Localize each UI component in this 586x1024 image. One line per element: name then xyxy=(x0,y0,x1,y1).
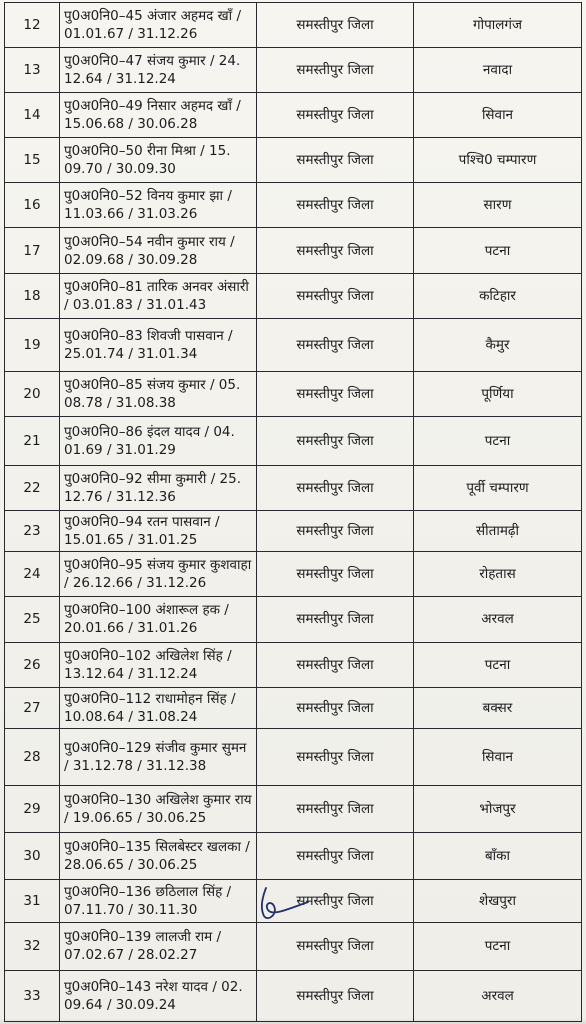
current-posting-text: समस्तीपुर जिला xyxy=(296,748,374,765)
current-posting xyxy=(257,318,414,371)
officer-name-dob-retirement xyxy=(60,273,257,318)
table-row xyxy=(5,552,582,597)
current-posting-text: समस्तीपुर जिला xyxy=(296,433,374,450)
officer-name-dob-retirement-text: पु0अ0नि0–49 निसार अहमद खाँ / 15.06.68 / 30.06.28 xyxy=(64,98,241,133)
table-row xyxy=(5,833,582,880)
table-row xyxy=(5,597,582,642)
serial-number-text: 31 xyxy=(23,893,41,910)
current-posting-text: समस्तीपुर जिला xyxy=(296,107,374,124)
serial-number xyxy=(5,880,60,923)
new-posting-district xyxy=(414,273,582,318)
table-row xyxy=(5,273,582,318)
officer-name-dob-retirement xyxy=(60,466,257,511)
serial-number xyxy=(5,138,60,183)
officer-name-dob-retirement-text: पु0अ0नि0–81 तारिक अनवर अंसारी / 03.01.83 / 31.01.43 xyxy=(64,278,249,313)
serial-number xyxy=(5,728,60,785)
serial-number-text: 22 xyxy=(23,480,41,497)
new-posting-district-text: पटना xyxy=(484,242,511,259)
new-posting-district xyxy=(414,833,582,880)
current-posting-text: समस्तीपुर जिला xyxy=(296,62,374,79)
serial-number-text: 20 xyxy=(23,386,41,402)
officer-name-dob-retirement xyxy=(60,183,257,228)
officer-name-dob-retirement-text: पु0अ0नि0–139 लालजी राम / 07.02.67 / 28.02.27 xyxy=(64,929,222,964)
current-posting xyxy=(257,371,414,416)
officer-name-dob-retirement-text: पु0अ0नि0–129 संजीव कुमार सुमन / 31.12.78 / 31.12.38 xyxy=(64,739,247,774)
serial-number xyxy=(5,273,60,318)
officer-name-dob-retirement-text: पु0अ0नि0–45 अंजार अहमद खाँ / 01.01.67 / 31.12.26 xyxy=(64,8,241,43)
officer-name-dob-retirement xyxy=(60,371,257,416)
new-posting-district xyxy=(414,597,582,642)
officer-name-dob-retirement-text: पु0अ0नि0–130 अखिलेश कुमार राय / 19.06.65 / 30.06.25 xyxy=(64,792,252,827)
new-posting-district-text: सारण xyxy=(483,197,512,214)
officer-name-dob-retirement xyxy=(60,138,257,183)
new-posting-district xyxy=(414,417,582,466)
new-posting-district xyxy=(414,642,582,687)
officer-name-dob-retirement-text: पु0अ0नि0–50 रीना मिश्रा / 15. 09.70 / 30.09.30 xyxy=(64,143,231,178)
new-posting-district-text: पश्चि0 चम्पारण xyxy=(458,152,537,169)
current-posting-text: समस्तीपुर जिला xyxy=(296,197,374,214)
new-posting-district-text: गोपालगंज xyxy=(472,17,523,34)
current-posting xyxy=(257,923,414,970)
new-posting-district xyxy=(414,93,582,138)
current-posting-text: समस्तीपुर जिला xyxy=(296,848,374,865)
new-posting-district-text: अरवल xyxy=(481,611,514,628)
current-posting-text: समस्तीपुर जिला xyxy=(296,699,374,716)
table-row xyxy=(5,466,582,511)
table-row xyxy=(5,3,582,48)
table-row xyxy=(5,93,582,138)
new-posting-district xyxy=(414,466,582,511)
new-posting-district-text: सिवान xyxy=(481,107,514,124)
serial-number-text: 12 xyxy=(23,17,41,34)
current-posting xyxy=(257,880,414,923)
current-posting xyxy=(257,48,414,93)
serial-number-text: 15 xyxy=(23,152,41,169)
current-posting-text: समस्तीपुर जिला xyxy=(296,242,374,259)
serial-number-text: 30 xyxy=(23,848,41,865)
new-posting-district-text: कैमुर xyxy=(485,336,510,353)
serial-number-text: 26 xyxy=(23,656,41,673)
officer-name-dob-retirement xyxy=(60,687,257,728)
new-posting-district xyxy=(414,923,582,970)
current-posting xyxy=(257,597,414,642)
officer-name-dob-retirement-text: पु0अ0नि0–95 संजय कुमार कुशवाहा / 26.12.66 / 31.12.26 xyxy=(64,557,252,592)
serial-number xyxy=(5,833,60,880)
officer-name-dob-retirement xyxy=(60,93,257,138)
current-posting-text: समस्तीपुर जिला xyxy=(296,523,374,540)
new-posting-district xyxy=(414,880,582,923)
new-posting-district-text: नवादा xyxy=(482,62,513,79)
officer-name-dob-retirement xyxy=(60,880,257,923)
officer-name-dob-retirement xyxy=(60,597,257,642)
current-posting xyxy=(257,786,414,833)
new-posting-district xyxy=(414,183,582,228)
table-row xyxy=(5,138,582,183)
new-posting-district xyxy=(414,3,582,48)
current-posting xyxy=(257,93,414,138)
officer-name-dob-retirement-text: पु0अ0नि0–94 रतन पासवान / 15.01.65 / 31.01.25 xyxy=(64,514,220,549)
current-posting xyxy=(257,642,414,687)
serial-number xyxy=(5,642,60,687)
new-posting-district xyxy=(414,318,582,371)
table-row xyxy=(5,728,582,785)
serial-number-text: 21 xyxy=(23,433,41,450)
officer-name-dob-retirement-text: पु0अ0नि0–112 राधामोहन सिंह / 10.08.64 / 31.08.24 xyxy=(64,690,236,725)
officer-name-dob-retirement xyxy=(60,642,257,687)
current-posting-text: समस्तीपुर जिला xyxy=(296,152,374,169)
officer-name-dob-retirement-text: पु0अ0नि0–92 सीमा कुमारी / 25. 12.76 / 31.12.36 xyxy=(64,471,241,506)
new-posting-district-text: रोहतास xyxy=(479,566,516,583)
current-posting xyxy=(257,511,414,552)
officer-name-dob-retirement xyxy=(60,228,257,273)
serial-number xyxy=(5,93,60,138)
new-posting-district-text: पटना xyxy=(484,656,511,673)
table-row xyxy=(5,511,582,552)
current-posting xyxy=(257,552,414,597)
roster-body xyxy=(5,3,582,1022)
current-posting-text: समस्तीपुर जिला xyxy=(296,801,374,818)
new-posting-district xyxy=(414,138,582,183)
serial-number-text: 33 xyxy=(23,987,41,1004)
current-posting-text: समस्तीपुर जिला xyxy=(296,938,374,955)
current-posting xyxy=(257,466,414,511)
current-posting xyxy=(257,3,414,48)
serial-number-text: 32 xyxy=(23,938,41,955)
serial-number xyxy=(5,371,60,416)
transfer-roster-table xyxy=(4,2,582,1022)
officer-name-dob-retirement-text: पु0अ0नि0–136 छठिलाल सिंह / 07.11.70 / 30.11.30 xyxy=(64,884,232,919)
officer-name-dob-retirement xyxy=(60,318,257,371)
officer-name-dob-retirement-text: पु0अ0नि0–135 सिलबेस्टर खलका / 28.06.65 / 30.06.25 xyxy=(64,839,250,874)
new-posting-district-text: अरवल xyxy=(481,987,514,1004)
new-posting-district-text: भोजपुर xyxy=(479,801,516,818)
new-posting-district-text: पूर्णिया xyxy=(481,386,514,402)
new-posting-district-text: पूर्वी चम्पारण xyxy=(466,480,529,497)
serial-number xyxy=(5,183,60,228)
current-posting xyxy=(257,833,414,880)
serial-number xyxy=(5,318,60,371)
table-row xyxy=(5,642,582,687)
new-posting-district xyxy=(414,970,582,1021)
serial-number-text: 24 xyxy=(23,566,41,583)
serial-number xyxy=(5,552,60,597)
officer-name-dob-retirement-text: पु0अ0नि0–85 संजय कुमार / 05. 08.78 / 31.08.38 xyxy=(64,377,241,411)
officer-name-dob-retirement xyxy=(60,417,257,466)
table-row xyxy=(5,880,582,923)
current-posting-text: समस्तीपुर जिला xyxy=(296,893,374,910)
new-posting-district xyxy=(414,728,582,785)
serial-number xyxy=(5,597,60,642)
table-row xyxy=(5,183,582,228)
new-posting-district xyxy=(414,552,582,597)
current-posting-text: समस्तीपुर जिला xyxy=(296,17,374,34)
current-posting xyxy=(257,417,414,466)
new-posting-district-text: शेखपुरा xyxy=(479,893,516,910)
officer-name-dob-retirement-text: पु0अ0नि0–47 संजय कुमार / 24. 12.64 / 31.12.24 xyxy=(64,53,241,88)
officer-name-dob-retirement xyxy=(60,511,257,552)
current-posting-text: समस्तीपुर जिला xyxy=(296,566,374,583)
officer-name-dob-retirement xyxy=(60,833,257,880)
current-posting-text: समस्तीपुर जिला xyxy=(296,386,374,402)
officer-name-dob-retirement xyxy=(60,728,257,785)
table-row xyxy=(5,417,582,466)
serial-number xyxy=(5,511,60,552)
serial-number-text: 14 xyxy=(23,107,41,124)
new-posting-district-text: बाँका xyxy=(484,848,511,865)
new-posting-district-text: सिवान xyxy=(481,748,514,765)
new-posting-district xyxy=(414,48,582,93)
current-posting xyxy=(257,970,414,1021)
officer-name-dob-retirement-text: पु0अ0नि0–86 इंदल यादव / 04. 01.69 / 31.01.29 xyxy=(64,424,235,459)
table-row xyxy=(5,318,582,371)
table-row xyxy=(5,786,582,833)
officer-name-dob-retirement-text: पु0अ0नि0–102 अखिलेश सिंह / 13.12.64 / 31.12.24 xyxy=(64,647,232,682)
new-posting-district xyxy=(414,786,582,833)
new-posting-district xyxy=(414,687,582,728)
table-row xyxy=(5,687,582,728)
officer-name-dob-retirement-text: पु0अ0नि0–100 अंशारूल हक / 20.01.66 / 31.01.26 xyxy=(64,602,229,637)
current-posting-text: समस्तीपुर जिला xyxy=(296,987,374,1004)
serial-number-text: 23 xyxy=(23,523,41,540)
serial-number xyxy=(5,228,60,273)
officer-name-dob-retirement xyxy=(60,552,257,597)
serial-number-text: 19 xyxy=(23,336,41,353)
serial-number-text: 29 xyxy=(23,801,41,818)
serial-number xyxy=(5,687,60,728)
new-posting-district-text: सीतामढ़ी xyxy=(476,523,519,540)
current-posting-text: समस्तीपुर जिला xyxy=(296,336,374,353)
serial-number-text: 28 xyxy=(23,748,41,765)
officer-name-dob-retirement xyxy=(60,48,257,93)
current-posting xyxy=(257,228,414,273)
serial-number xyxy=(5,48,60,93)
current-posting xyxy=(257,728,414,785)
new-posting-district-text: बक्सर xyxy=(482,699,513,716)
serial-number-text: 18 xyxy=(23,287,41,304)
officer-name-dob-retirement xyxy=(60,786,257,833)
current-posting-text: समस्तीपुर जिला xyxy=(296,656,374,673)
table-row xyxy=(5,228,582,273)
serial-number-text: 16 xyxy=(23,197,41,214)
serial-number-text: 17 xyxy=(23,242,41,259)
table-row xyxy=(5,371,582,416)
serial-number xyxy=(5,3,60,48)
serial-number xyxy=(5,923,60,970)
new-posting-district xyxy=(414,511,582,552)
officer-name-dob-retirement xyxy=(60,3,257,48)
serial-number xyxy=(5,970,60,1021)
page-bottom-edge xyxy=(0,1018,586,1024)
table-row xyxy=(5,923,582,970)
officer-name-dob-retirement-text: पु0अ0नि0–52 विनय कुमार झा / 11.03.66 / 31.03.26 xyxy=(64,188,232,223)
officer-name-dob-retirement-text: पु0अ0नि0–54 नवीन कुमार राय / 02.09.68 / 30.09.28 xyxy=(64,233,235,268)
officer-name-dob-retirement xyxy=(60,970,257,1021)
current-posting-text: समस्तीपुर जिला xyxy=(296,287,374,304)
table-row xyxy=(5,970,582,1021)
current-posting xyxy=(257,687,414,728)
serial-number xyxy=(5,466,60,511)
new-posting-district-text: कटिहार xyxy=(479,287,516,304)
officer-name-dob-retirement-text: पु0अ0नि0–143 नरेश यादव / 02. 09.64 / 30.09.24 xyxy=(64,978,243,1013)
new-posting-district xyxy=(414,371,582,416)
serial-number-text: 13 xyxy=(23,62,41,79)
serial-number-text: 27 xyxy=(23,699,41,716)
table-row xyxy=(5,48,582,93)
officer-name-dob-retirement xyxy=(60,923,257,970)
serial-number xyxy=(5,417,60,466)
current-posting xyxy=(257,138,414,183)
new-posting-district xyxy=(414,228,582,273)
officer-name-dob-retirement-text: पु0अ0नि0–83 शिवजी पासवान / 25.01.74 / 31.01.34 xyxy=(64,327,233,362)
current-posting-text: समस्तीपुर जिला xyxy=(296,480,374,497)
current-posting xyxy=(257,183,414,228)
serial-number-text: 25 xyxy=(23,611,41,628)
serial-number xyxy=(5,786,60,833)
current-posting xyxy=(257,273,414,318)
new-posting-district-text: पटना xyxy=(484,938,511,955)
new-posting-district-text: पटना xyxy=(484,433,511,450)
current-posting-text: समस्तीपुर जिला xyxy=(296,611,374,628)
